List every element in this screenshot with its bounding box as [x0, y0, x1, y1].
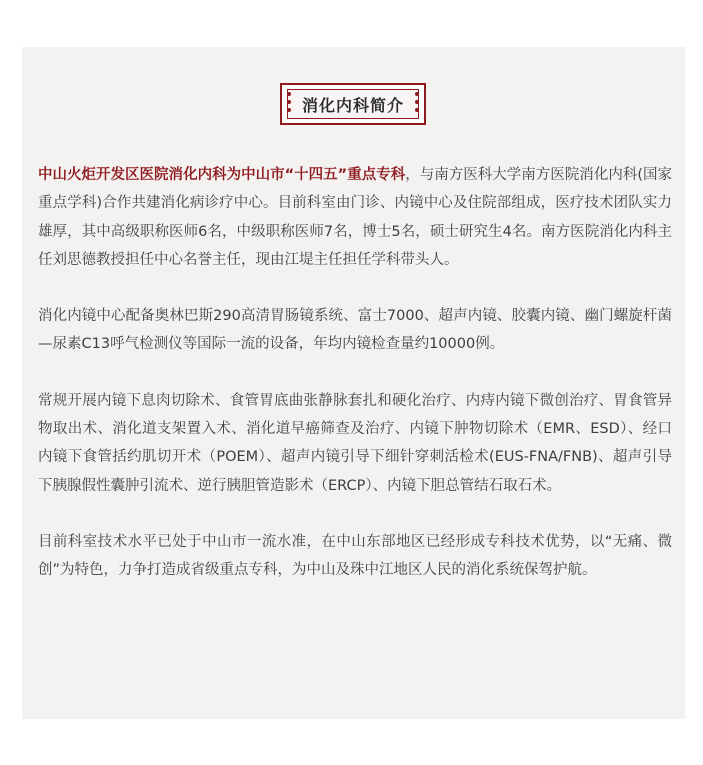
title-left-dots-decoration	[287, 92, 291, 112]
key-specialty-highlight: 中山火炬开发区医院消化内科为中山市“十四五”重点专科	[38, 167, 406, 183]
paragraph-overview-text: ，与南方医科大学南方医院消化内科(国家重点学科)合作共建消化病诊疗中心。目前科室由门诊、内镜中心及住院部组成，医疗技术团队实力雄厚，其中高级职称医师6名，中级职称医师7名，博士5名，硕士研究生4名。南方医院消化内科主任刘思德教授担任中心名誉主任，现由江堤主任担任学科带头人。	[38, 167, 673, 268]
section-title-frame	[280, 83, 426, 125]
paragraph-outlook: 目前科室技术水平已处于中山市一流水准，在中山东部地区已经形成专科技术优势，以“无痛、微创”为特色，力争打造成省级重点专科，为中山及珠中江地区人民的消化系统保驾护航。	[38, 533, 672, 579]
section-title: 消化内科简介	[301, 95, 404, 115]
dot-icon	[287, 92, 291, 96]
dot-icon	[287, 108, 291, 112]
article-body	[38, 161, 672, 585]
section-title-inner-frame	[287, 89, 419, 119]
intro-card	[22, 47, 685, 719]
title-right-dots-decoration	[415, 92, 419, 112]
paragraph-endoscopy-equipment: 消化内镜中心配备奥林巴斯290高清胃肠镜系统、富士7000、超声内镜、胶囊内镜、幽门螺旋杆菌—尿素C13呼气检测仪等国际一流的设备，年均内镜检查量约10000例。	[38, 308, 672, 353]
paragraph-procedures: 常规开展内镜下息肉切除术、食管胃底曲张静脉套扎和硬化治疗、内痔内镜下微创治疗、胃食管异物取出术、消化道支架置入术、消化道早癌筛查及治疗、内镜下肿物切除术（EMR、ESD）、经口内镜下食管括约肌切开术（POEM）、超声内镜引导下细针穿刺活检术(EUS-FNA/FNB)、超声引导下胰腺假性囊肿引流术、逆行胰胆管造影术（ERCP）、内镜下胆总管结石取石术。	[38, 392, 672, 494]
paragraph-overview	[38, 161, 672, 274]
dot-icon	[415, 108, 419, 112]
dot-icon	[287, 100, 291, 104]
dot-icon	[415, 100, 419, 104]
dot-icon	[415, 92, 419, 96]
